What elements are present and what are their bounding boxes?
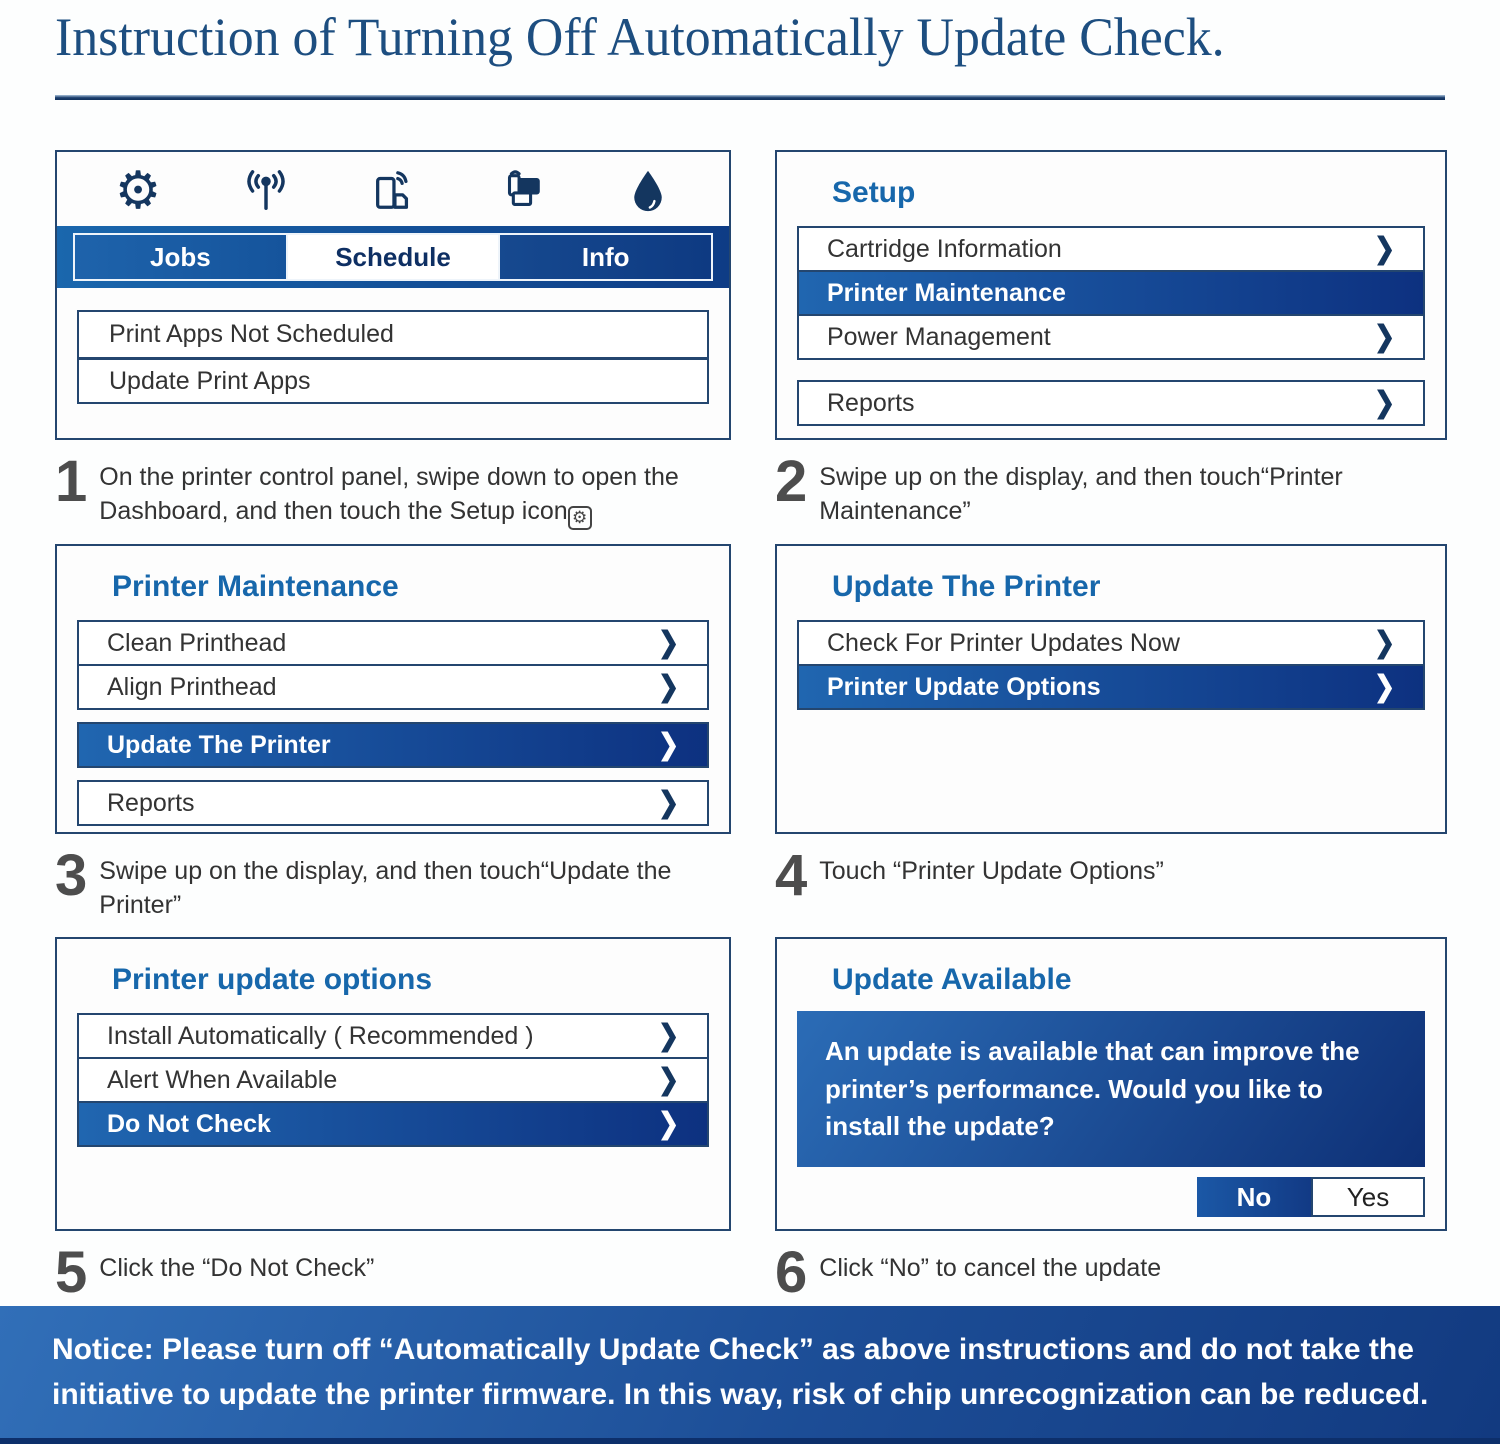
step-1	[55, 440, 731, 544]
panel-setup-title: Setup	[832, 176, 916, 209]
chevron-right-icon: ❯	[658, 626, 679, 660]
panel-update-the-printer-title: Update The Printer	[832, 570, 1101, 603]
step-4	[775, 834, 1447, 937]
mobile-print-icon[interactable]	[370, 168, 416, 214]
page-title: Instruction of Turning Off Automatically Update Check.	[55, 7, 1225, 67]
menu-item-clean-printhead[interactable]: Clean Printhead ❯	[77, 620, 709, 666]
title-divider	[55, 95, 1445, 100]
chevron-right-icon: ❯	[1374, 320, 1395, 354]
menu-item-power-management[interactable]: Power Management ❯	[797, 314, 1425, 360]
update-the-printer-menu	[797, 620, 1425, 710]
step-5-number: 5	[55, 1240, 88, 1305]
tab-jobs[interactable]: Jobs	[73, 233, 288, 281]
panel-update-the-printer	[775, 544, 1447, 834]
gear-icon[interactable]: ⚙	[114, 161, 162, 221]
no-button[interactable]: No	[1197, 1177, 1311, 1217]
dashboard-tabbar	[57, 226, 729, 288]
step-5-text: Click the “Do Not Check”	[99, 1254, 375, 1282]
setup-icon: ⚙	[568, 506, 592, 530]
panels-grid	[55, 150, 1500, 1315]
step-1-number: 1	[55, 449, 88, 514]
menu-item-printer-update-options[interactable]: Printer Update Options ❯	[797, 664, 1425, 710]
step-1-text: On the printer control panel, swipe down to open the Dashboard, and then touch the Setup icon ⚙	[99, 456, 701, 530]
step-3-number: 3	[55, 843, 88, 908]
printer-update-options-menu	[77, 1013, 709, 1147]
yes-button[interactable]: Yes	[1311, 1177, 1425, 1217]
chevron-right-icon: ❯	[658, 1107, 679, 1141]
panel-dashboard	[55, 150, 731, 440]
menu-item-printer-maintenance[interactable]: Printer Maintenance	[797, 270, 1425, 316]
chevron-right-icon: ❯	[658, 1019, 679, 1053]
list-item-print-apps-not-scheduled[interactable]: Print Apps Not Scheduled	[109, 320, 394, 348]
ink-drop-icon[interactable]	[625, 168, 671, 214]
dashboard-status-icons	[57, 152, 729, 224]
printer-maintenance-menu	[77, 620, 709, 710]
menu-item-install-automatically[interactable]: Install Automatically ( Recommended ) ❯	[77, 1013, 709, 1059]
chevron-right-icon: ❯	[1374, 670, 1395, 704]
tab-schedule[interactable]: Schedule	[288, 233, 499, 281]
menu-item-update-the-printer[interactable]: Update The Printer ❯	[77, 722, 709, 768]
chevron-right-icon: ❯	[658, 1063, 679, 1097]
chevron-right-icon: ❯	[658, 728, 679, 762]
panel-printer-update-options	[55, 937, 731, 1231]
panel-printer-maintenance-title: Printer Maintenance	[112, 570, 399, 603]
chevron-right-icon: ❯	[1374, 386, 1395, 420]
step-4-text: Touch “Printer Update Options”	[819, 857, 1164, 885]
step-3	[55, 834, 731, 937]
menu-item-alert-when-available[interactable]: Alert When Available ❯	[77, 1057, 709, 1103]
notice-text: Notice: Please turn off “Automatically Update Check” as above instructions and do not take the initiative to update the printer firmware. In this way, risk of chip unrecognization can be reduced.	[52, 1333, 1429, 1411]
panel-update-available-title: Update Available	[832, 963, 1072, 996]
step-6-number: 6	[775, 1240, 808, 1305]
dialog-buttons	[797, 1177, 1425, 1217]
update-available-message: An update is available that can improve the printer’s performance. Would you like to install the update?	[797, 1011, 1425, 1167]
chevron-right-icon: ❯	[658, 670, 679, 704]
printer-maintenance-menu-update	[77, 722, 709, 768]
step-2-number: 2	[775, 449, 808, 514]
tab-info[interactable]: Info	[498, 233, 713, 281]
panel-update-available	[775, 937, 1447, 1231]
chevron-right-icon: ❯	[1374, 626, 1395, 660]
step-3-text: Swipe up on the display, and then touch“Update the Printer”	[99, 857, 672, 919]
step-6-text: Click “No” to cancel the update	[819, 1254, 1162, 1282]
step-2	[775, 440, 1447, 544]
panel-setup	[775, 150, 1447, 440]
chevron-right-icon: ❯	[1374, 232, 1395, 266]
menu-item-align-printhead[interactable]: Align Printhead ❯	[77, 664, 709, 710]
step-5	[55, 1231, 731, 1315]
dashboard-list	[77, 310, 709, 404]
devices-icon[interactable]	[498, 168, 544, 214]
list-item-update-print-apps[interactable]: Update Print Apps	[79, 357, 707, 402]
step-4-number: 4	[775, 843, 808, 908]
wireless-antenna-icon[interactable]	[243, 168, 289, 214]
step-6	[775, 1231, 1447, 1315]
panel-printer-maintenance	[55, 544, 731, 834]
chevron-right-icon: ❯	[658, 786, 679, 820]
menu-item-do-not-check[interactable]: Do Not Check ❯	[77, 1101, 709, 1147]
printer-maintenance-menu-reports	[77, 780, 709, 826]
menu-item-reports[interactable]: Reports ❯	[77, 780, 709, 826]
notice-banner	[0, 1306, 1500, 1444]
menu-item-reports[interactable]: Reports ❯	[797, 380, 1425, 426]
setup-menu	[797, 226, 1425, 360]
panel-printer-update-options-title: Printer update options	[112, 963, 433, 996]
menu-item-check-for-printer-updates-now[interactable]: Check For Printer Updates Now ❯	[797, 620, 1425, 666]
setup-menu-reports	[797, 380, 1425, 426]
step-2-text: Swipe up on the display, and then touch“Printer Maintenance”	[819, 463, 1343, 525]
menu-item-cartridge-information[interactable]: Cartridge Information ❯	[797, 226, 1425, 272]
